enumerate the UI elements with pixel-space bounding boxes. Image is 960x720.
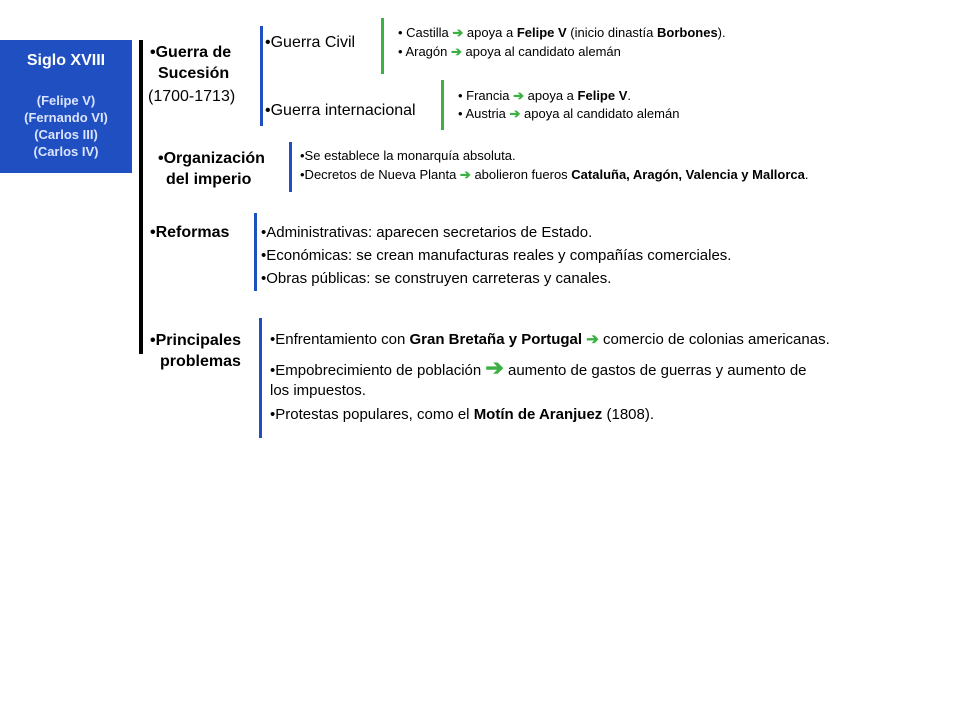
reformas-bracket [254,213,257,291]
arrow-right-icon: ➔ [450,44,462,59]
organizacion-title [158,148,265,190]
arrow-right-icon: ➔ [513,88,525,103]
organizacion-bullet-2: •Decretos de Nueva Planta ➔ abolieron fueros Cataluña, Aragón, Valencia y Mallorca. [300,167,809,182]
organizacion-bullet-1: •Se establece la monarquía absoluta. [300,148,516,163]
problemas-title-line2: problemas [160,353,241,370]
main-bracket-line [139,40,143,354]
reforma-item: •Económicas: se crean manufacturas reales y compañías comerciales. [261,247,732,264]
guerra-years: (1700-1713) [148,88,236,105]
arrow-right-icon: ➔ [459,167,471,182]
reformas-list [261,221,731,290]
guerra-bracket [260,26,263,126]
king-item: (Carlos III) [34,127,98,142]
reforma-item: •Administrativas: aparecen secretarios de Estado. [261,224,593,241]
problemas-bracket [259,318,262,438]
arrow-right-icon: ➔ [582,331,599,348]
organizacion-bracket [289,142,292,192]
civil-bullet-1: • Castilla ➔ apoya a Felipe V (inicio dinastía Borbones). [398,25,726,40]
kings-list [0,92,132,160]
king-item: (Carlos IV) [33,144,99,159]
civil-bullet-2: • Aragón ➔ apoya al candidato alemán [398,44,621,59]
problema-item-2-line1: •Empobrecimiento de población ➔ aumento de gastos de guerras y aumento de [270,355,807,380]
arrow-right-icon: ➔ [509,106,521,121]
problema-item-1: •Enfrentamiento con Gran Bretaña y Portugal ➔ comercio de colonias americanas. [270,331,830,348]
century-title: Siglo XVIII [26,52,106,69]
guerra-title-line2: Sucesión [158,65,230,82]
guerra-internacional-label: •Guerra internacional [265,102,416,119]
problema-item-2-line2: los impuestos. [270,382,366,399]
arrow-right-icon: ➔ [452,25,464,40]
problema-item-3: •Protestas populares, como el Motín de Aranjuez (1808). [270,406,655,423]
organizacion-title-line1: •Organización [158,150,265,167]
guerra-title [150,42,231,84]
internacional-bullet-2: • Austria ➔ apoya al candidato alemán [458,106,680,121]
civil-bracket [381,18,384,74]
internacional-bracket [441,80,444,130]
reforma-item: •Obras públicas: se construyen carreteras y canales. [261,270,612,287]
problemas-title [150,330,241,372]
problemas-title-line1: •Principales [150,332,241,349]
century-box [0,40,132,173]
guerra-title-line1: •Guerra de [150,44,232,61]
arrow-right-icon: ➔ [485,355,504,380]
king-item: (Felipe V) [36,93,96,108]
organizacion-title-line2: del imperio [166,171,252,188]
king-item: (Fernando VI) [24,110,108,125]
internacional-bullet-1: • Francia ➔ apoya a Felipe V. [458,88,632,103]
guerra-civil-label: •Guerra Civil [265,34,356,51]
reformas-title: •Reformas [150,224,230,241]
